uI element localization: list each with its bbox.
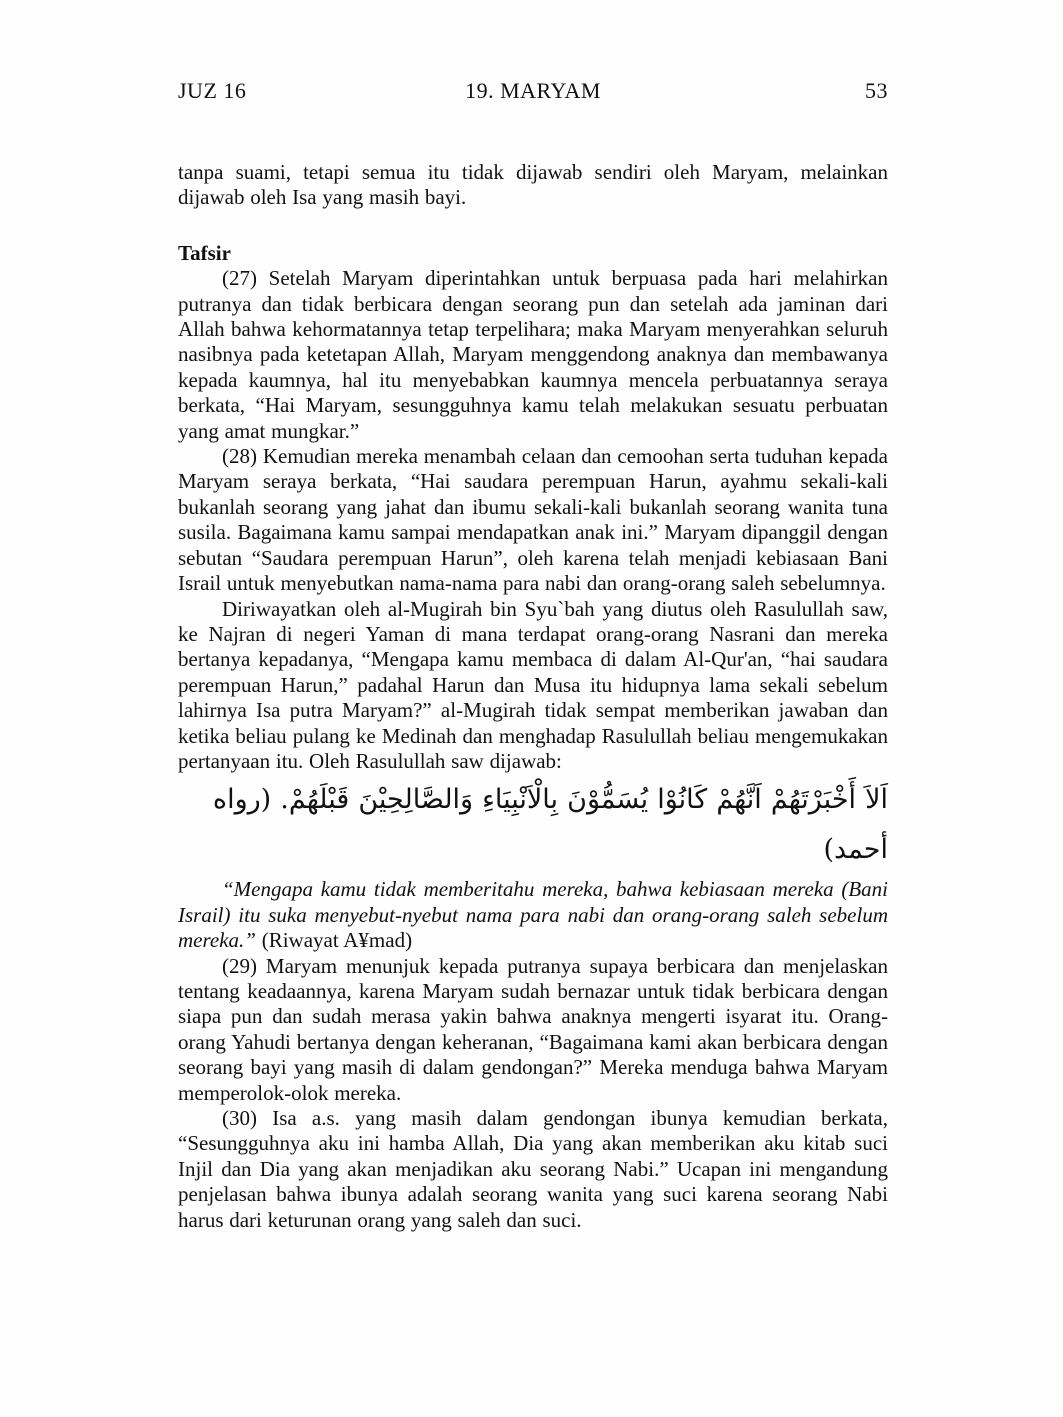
page-number: 53: [865, 78, 889, 103]
text-block: [178, 78, 888, 1233]
paragraph-30: (30) Isa a.s. yang masih dalam gendongan ibunya kemudian berkata, “Sesungguhnya aku ini hamba Allah, Dia yang akan memberikan aku kitab suci Injil dan Dia yang akan menjadikan aku seorang Nabi.” Ucapan ini mengandung penjelasan bahwa ibunya adalah seorang wanita yang suci karena seorang Nabi harus dari keturunan orang yang saleh dan suci.: [178, 1106, 888, 1232]
juz-label: JUZ 16: [178, 78, 247, 103]
hadith-translation-paragraph: [178, 877, 888, 953]
paragraph-29: (29) Maryam menunjuk kepada putranya supaya berbicara dan menjelaskan tentang keadaannya, karena Maryam sudah bernazar untuk tidak berbicara dengan siapa pun dan sudah merasa yakin bahwa anaknya mengerti isyarat itu. Orang-orang Yahudi bertanya dengan keheranan, “Bagaimana kami akan berbicara dengan seorang bayi yang masih di dalam gendongan?” Mereka menduga bahwa Maryam memperolok-olok mereka.: [178, 953, 888, 1105]
tafsir-heading: Tafsir: [178, 240, 231, 265]
running-header: [178, 78, 888, 103]
hadith-translation: “Mengapa kamu tidak memberitahu mereka, bahwa kebiasaan mereka (Bani Israil) itu suka menyebut-nyebut nama para nabi dan orang-orang saleh sebelum mereka.”: [178, 877, 888, 953]
surah-title: 19. MARYAM: [465, 78, 601, 103]
continuation-paragraph: tanpa suami, tetapi semua itu tidak dijawab sendiri oleh Maryam, melainkan dijawab oleh Isa yang masih bayi.: [178, 160, 888, 210]
hadith-arabic-text: اَلاَ أَخْبَرْتَهُمْ اَنَّهُمْ كَانُوْا يُسَمُّوْنَ بِالْاَنْبِيَاءِ وَالصَّالِحِيْنَ قَبْلَهُمْ. (رواه أحمد): [212, 784, 888, 866]
paragraph-28: (28) Kemudian mereka menambah celaan dan cemoohan serta tuduhan kepada Maryam seraya berkata, “Hai saudara perempuan Harun, ayahmu sekali-kali bukanlah seorang yang jahat dan ibumu sekali-kali bukanlah seorang wanita tuna susila. Bagaimana kamu sampai mendapatkan anak ini.” Maryam dipanggil dengan sebutan “Saudara perempuan Harun”, oleh karena telah menjadi kebiasaan Bani Israil untuk menyebutkan nama-nama para nabi dan orang-orang saleh sebelumnya.: [178, 444, 888, 596]
hadith-attribution: (Riwayat A¥mad): [255, 928, 413, 953]
paragraph-mugirah: Diriwayatkan oleh al-Mugirah bin Syu`bah yang diutus oleh Rasulullah saw, ke Najran di negeri Yaman di mana terdapat orang-orang Nasrani dan mereka bertanya kepadanya, “Mengapa kamu membaca di dalam Al-Qur'an, “hai saudara perempuan Harun,” padahal Harun dan Musa itu hidupnya lama sekali sebelum lahirnya Isa putra Maryam?” al-Mugirah tidak sempat memberikan jawaban dan ketika beliau pulang ke Medinah dan menghadap Rasulullah beliau mengemukakan pertanyaan itu. Oleh Rasulullah saw dijawab:: [178, 596, 888, 773]
body-text: [178, 160, 888, 1233]
paragraph-27: (27) Setelah Maryam diperintahkan untuk berpuasa pada hari melahirkan putranya dan tidak berbicara dengan seorang pun dan setelah ada jaminan dari Allah bahwa kehormatannya tetap terpelihara; maka Maryam menyerahkan seluruh nasibnya pada ketetapan Allah, Maryam menggendong anaknya dan membawanya kepada kaumnya, hal itu menyebabkan kaumnya mencela perbuatannya seraya berkata, “Hai Maryam, sesungguhnya kamu telah melakukan sesuatu perbuatan yang amat mungkar.”: [178, 266, 888, 443]
